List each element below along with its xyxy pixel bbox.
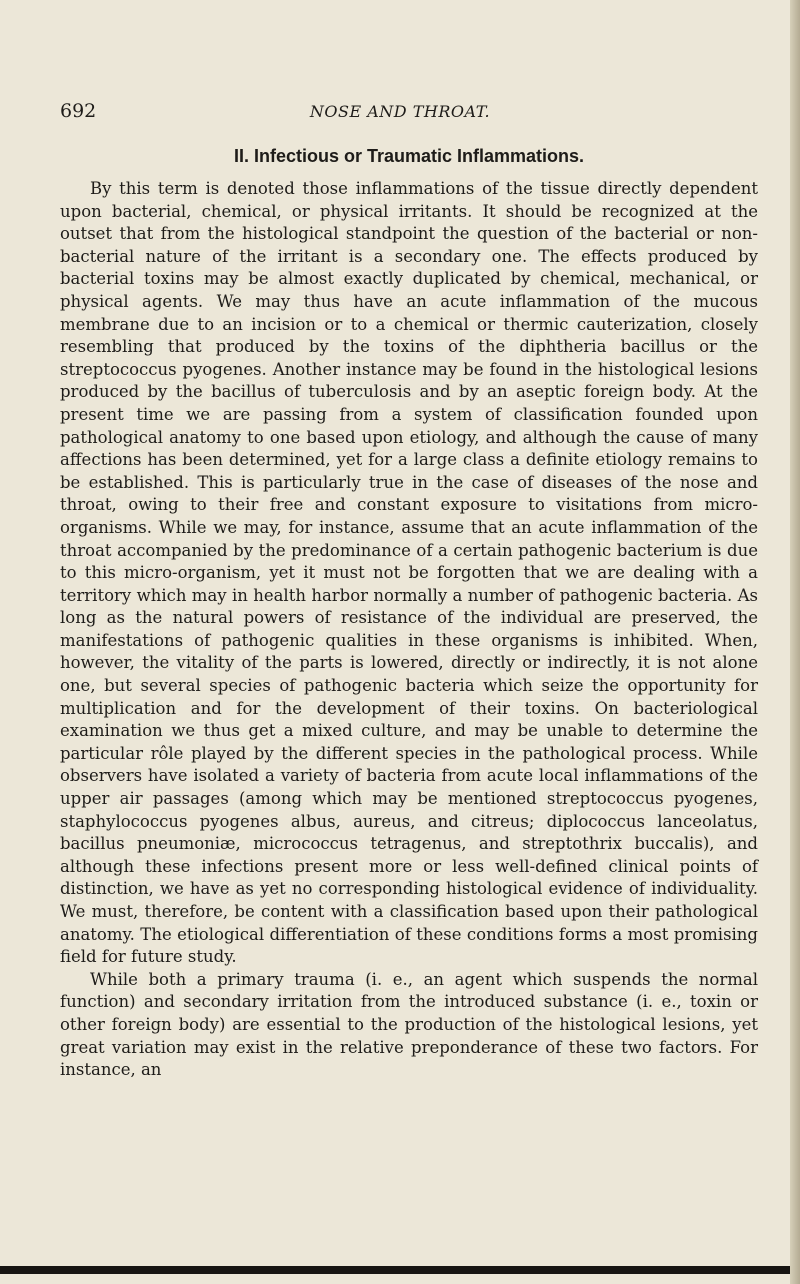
bottom-rule	[0, 1266, 790, 1274]
section-title: II. Infectious or Traumatic Inflammations.	[233, 146, 585, 166]
body-text	[60, 178, 758, 1082]
page-edge-shadow	[790, 0, 800, 1284]
paragraph-2: While both a primary trauma (i. e., an agent which suspends the normal function) and secondary irritation from the introduced substance (i. e., toxin or other foreign body) are essential to the production of the histological lesions, yet great variation may exist in the relative preponderance of these two factors. For instance, an	[60, 969, 758, 1080]
page-number: 692	[60, 100, 97, 122]
running-head: NOSE AND THROAT.	[309, 102, 491, 121]
paragraph-1: By this term is denoted those inflammations of the tissue directly dependent upon bacterial, chemical, or physical irritants. It should be recognized at the outset that from the histological standpoint the question of the bacterial or non-bacterial nature of the irritant is a secondary one. The effects produced by bacterial toxins may be almost exactly duplicated by chemical, mechanical, or physical agents. We may thus have an acute inflammation of the mucous membrane due to an incision or to a chemical or thermic cauterization, closely resembling that produced by the toxins of the diphtheria bacillus or the streptococcus pyogenes. Another instance may be found in the histological lesions produced by the bacillus of tuberculosis and by an aseptic foreign body. At the present time we are passing from a system of classification founded upon pathological anatomy to one based upon etiology, and although the cause of many affections has been determined, yet for a large class a definite etiology remains to be established. This is particularly true in the case of diseases of the nose and throat, owing to their free and constant exposure to visitations from micro-organisms. While we may, for instance, assume that an acute inflammation of the throat accompanied by the predominance of a certain pathogenic bacterium is due to this micro-organism, yet it must not be forgotten that we are dealing with a territory which may in health harbor normally a number of pathogenic bacteria. As long as the natural powers of resistance of the individual are preserved, the manifestations of pathogenic qualities in these organisms is inhibited. When, however, the vitality of the parts is lowered, directly or indirectly, it is not alone one, but several species of pathogenic bacteria which seize the opportunity for multiplication and for the development of their toxins. On bacteriological examination we thus get a mixed culture, and may be unable to determine the particular rôle played by the different species in the pathological process. While observers have isolated a variety of bacteria from acute local inflammations of the upper air passages (among which may be mentioned streptococcus pyogenes, staphylococcus pyogenes albus, aureus, and citreus; diplococcus lanceolatus, bacillus pneumoniæ, micrococcus tetragenus, and streptothrix buccalis), and although these infections present more or less well-defined clinical points of distinction, we have as yet no corresponding histological evidence of individuality. We must, therefore, be content with a classification based upon their pathological anatomy. The etiological differentiation of these conditions forms a most promising field for future study.	[60, 179, 758, 967]
